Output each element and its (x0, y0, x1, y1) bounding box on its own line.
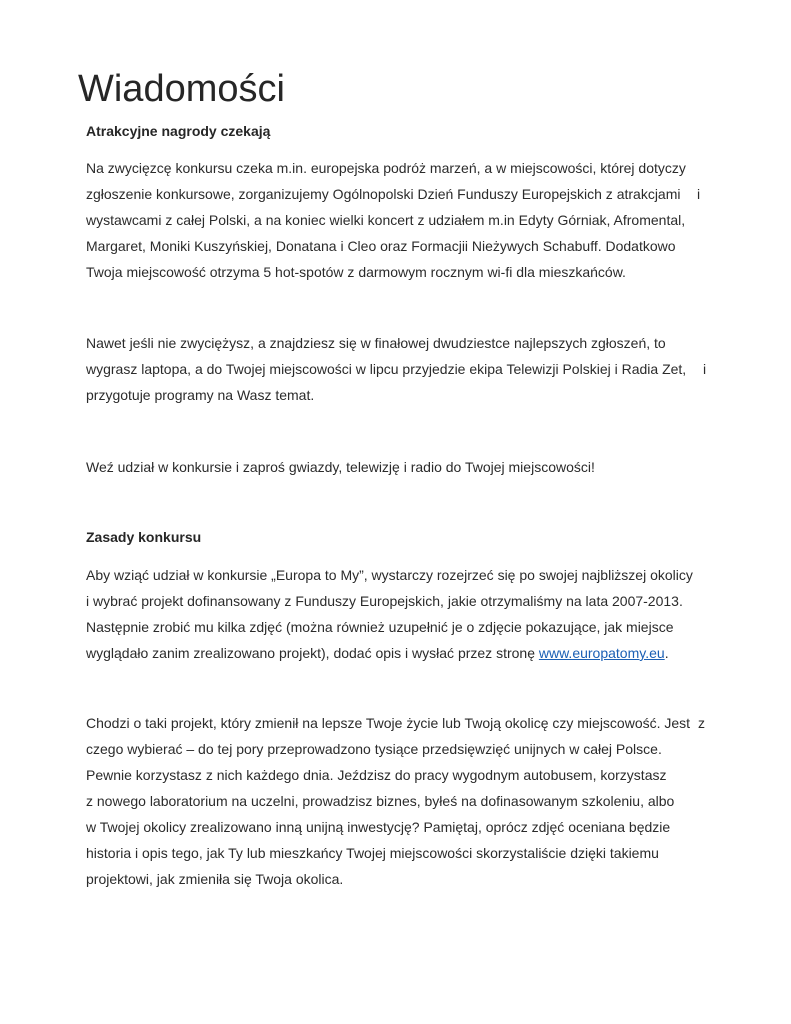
paragraph-line: Margaret, Moniki Kuszyńskiej, Donatana i Cleo oraz Formacjii Nieżywych Schabuff. Dodatkowo (86, 238, 676, 254)
stray-character: z (698, 715, 705, 731)
paragraph-line: w Twojej okolicy zrealizowano inną unijną inwestycję? Pamiętaj, oprócz zdjęć oceniana będzie (86, 819, 671, 835)
paragraph-text: wyglądało zanim zrealizowano projekt), dodać opis i wysłać przez stronę (86, 645, 539, 661)
paragraph-line: Weź udział w konkursie i zaproś gwiazdy, telewizję i radio do Twojej miejscowości! (86, 459, 595, 475)
paragraph-line-with-link (86, 644, 669, 662)
paragraph-line: Pewnie korzystasz z nich każdego dnia. Jeździsz do pracy wygodnym autobusem, korzystasz (86, 767, 667, 783)
paragraph-line: Chodzi o taki projekt, który zmienił na lepsze Twoje życie lub Twoją okolicę czy miejscowość. Jest (86, 715, 691, 731)
section-heading-rules: Zasady konkursu (86, 529, 202, 545)
europatomy-link[interactable]: www.europatomy.eu (538, 645, 665, 661)
paragraph-line: zgłoszenie konkursowe, zorganizujemy Ogólnopolski Dzień Funduszy Europejskich z atrakcjami (86, 186, 681, 202)
paragraph-line: i wybrać projekt dofinansowany z Funduszy Europejskich, jakie otrzymaliśmy na lata 2007-2013. (86, 593, 683, 609)
paragraph-line: Twoja miejscowość otrzyma 5 hot-spotów z darmowym rocznym wi-fi dla mieszkańców. (86, 264, 626, 280)
paragraph-line: przygotuje programy na Wasz temat. (86, 387, 315, 403)
paragraph-line: wystawcami z całej Polski, a na koniec wielki koncert z udziałem m.in Edyty Górniak, Afromental, (86, 212, 686, 228)
paragraph-line: czego wybierać – do tej pory przeprowadzono tysiące przedsięwzięć unijnych w całej Polsce. (86, 741, 662, 757)
paragraph-line: Nawet jeśli nie zwyciężysz, a znajdziesz się w finałowej dwudziestce najlepszych zgłoszeń, to (86, 335, 666, 351)
paragraph-line: Aby wziąć udział w konkursie „Europa to My”, wystarczy rozejrzeć się po swojej najbliższej okolicy (86, 567, 693, 583)
paragraph-line: historia i opis tego, jak Ty lub mieszkańcy Twojej miejscowości skorzystaliście dzięki takiemu (86, 845, 659, 861)
paragraph-line: z nowego laboratorium na uczelni, prowadzisz biznes, byłeś na dofinasowanym szkoleniu, albo (86, 793, 675, 809)
paragraph-line: Następnie zrobić mu kilka zdjęć (można również uzupełnić je o zdjęcie pokazujące, jak miejsce (86, 619, 674, 635)
stray-character: i (703, 361, 707, 377)
paragraph-text: . (664, 645, 669, 661)
paragraph-line: Na zwycięzcę konkursu czeka m.in. europejska podróż marzeń, a w miejscowości, której dotyczy (86, 160, 686, 176)
paragraph-line: projektowi, jak zmieniła się Twoja okolica. (86, 871, 344, 887)
section-heading-prizes: Atrakcyjne nagrody czekają (86, 123, 271, 139)
page-title: Wiadomości (78, 68, 285, 110)
stray-character: i (697, 186, 701, 202)
paragraph-line: wygrasz laptopa, a do Twojej miejscowości w lipcu przyjedzie ekipa Telewizji Polskiej i Radia Zet, (86, 361, 687, 377)
